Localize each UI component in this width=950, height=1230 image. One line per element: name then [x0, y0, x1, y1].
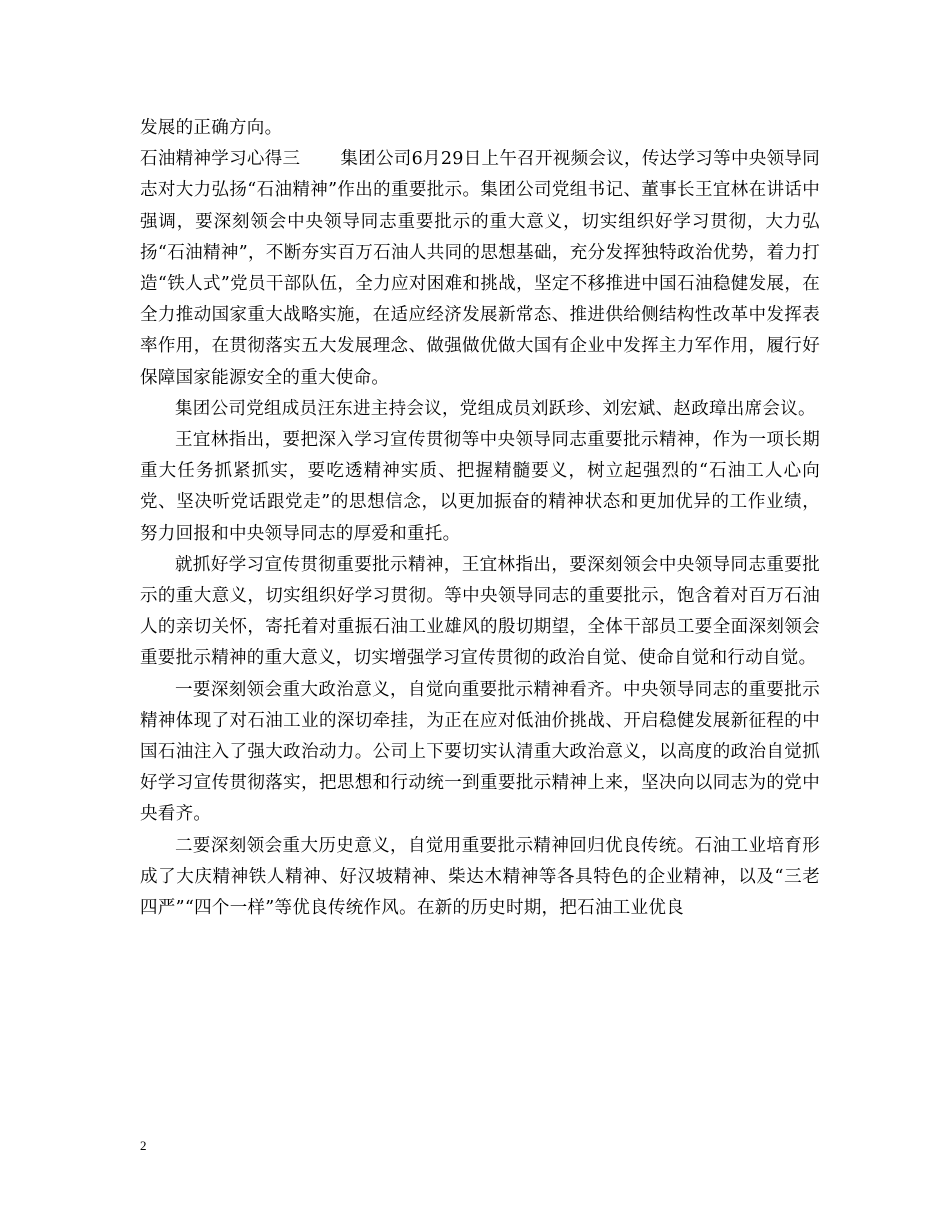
inline-section-heading: 石油精神学习心得三: [140, 149, 301, 170]
paragraph-political-significance: 一要深刻领会重大政治意义，自觉向重要批示精神看齐。中央领导同志的重要批示精神体现了对石油工业的深切牵挂，为正在应对低油价挑战、开启稳健发展新征程的中国石油注入了强大政治动力。公司上下要切实认清重大政治意义，以高度的政治自觉抓好学习宣传贯彻落实，把思想和行动统一到重要批示精神上来，坚决向以同志为的党中央看齐。: [140, 679, 820, 825]
paragraph-meeting-attendance: 集团公司党组成员汪东进主持会议，党组成员刘跃珍、刘宏斌、赵政璋出席会议。: [175, 398, 816, 419]
paragraph-historical-significance: 二要深刻领会重大历史意义，自觉用重要批示精神回归优良传统。石油工业培育形成了大庆精神铁人精神、好汉坡精神、柴达木精神等各具特色的企业精神，以及“三老四严”“四个一样”等优良传统作风。在新的历史时期，把石油工业优良: [140, 835, 820, 919]
first-paragraph: [140, 144, 820, 394]
document-body: [140, 113, 820, 924]
page-number: 2: [140, 1138, 147, 1153]
continuation-paragraph: 发展的正确方向。: [140, 118, 283, 138]
first-paragraph-text: 集团公司6月29日上午召开视频会议，传达学习等中央领导同志对大力弘扬“石油精神”作出的重要批示。集团公司党组书记、董事长王宜林在讲话中强调，要深刻领会中央领导同志重要批示的重大意义，切实组织好学习贯彻，大力弘扬“石油精神”，不断夯实百万石油人共同的思想基础，充分发挥独特政治优势，着力打造“铁人式”党员干部队伍，全力应对困难和挑战，坚定不移推进中国石油稳健发展，在全力推动国家重大战略实施，在适应经济发展新常态、推进供给侧结构性改革中发挥表率作用，在贯彻落实五大发展理念、做强做优做大国有企业中发挥主力军作用，履行好保障国家能源安全的重大使命。: [140, 149, 820, 388]
paragraph-long-term-task: 王宜林指出，要把深入学习宣传贯彻等中央领导同志重要批示精神，作为一项长期重大任务抓紧抓实，要吃透精神实质、把握精髓要义，树立起强烈的“石油工人心向党、坚决听党话跟党走”的思想信念，以更加振奋的精神状态和更加优异的工作业绩，努力回报和中央领导同志的厚爱和重托。: [140, 430, 820, 544]
paragraph-significance: 就抓好学习宣传贯彻重要批示精神，王宜林指出，要深刻领会中央领导同志重要批示的重大意义，切实组织好学习贯彻。等中央领导同志的重要批示，饱含着对百万石油人的亲切关怀，寄托着对重振石油工业雄风的殷切期望，全体干部员工要全面深刻领会重要批示精神的重大意义，切实增强学习宣传贯彻的政治自觉、使命自觉和行动自觉。: [140, 554, 820, 669]
